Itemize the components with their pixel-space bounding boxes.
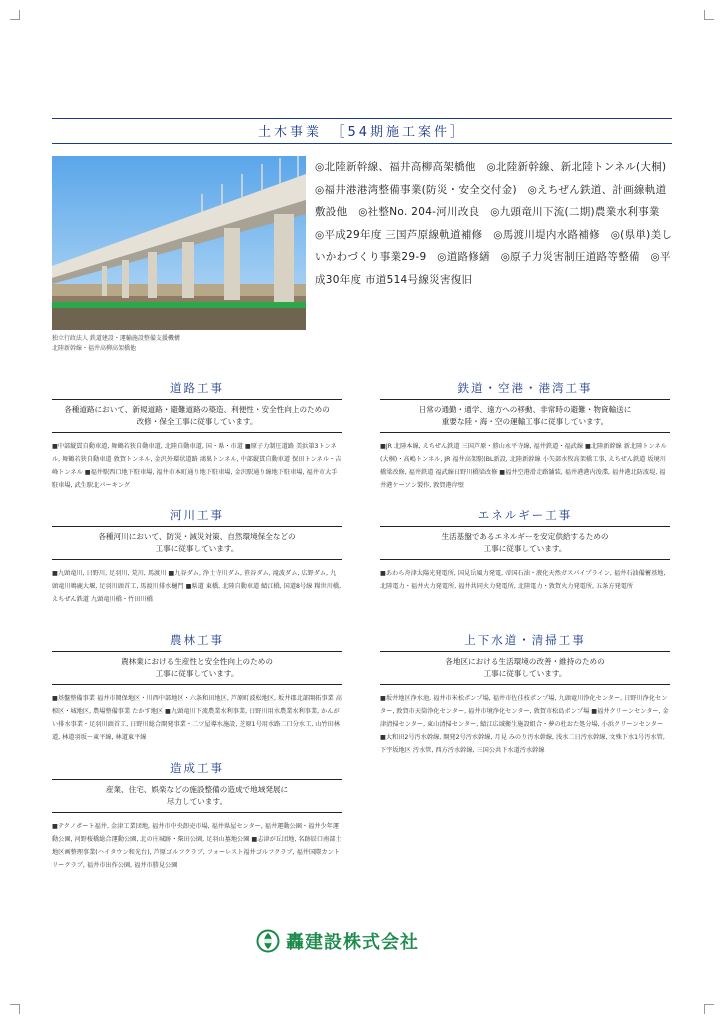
section-description (380, 404, 670, 433)
section-title: 道路工事 (170, 381, 224, 395)
company-logo (256, 928, 419, 954)
section-body: ■坂井地区浄水池, 福井市米松ポンプ場, 福井市佐佳枝ポンプ場, 九頭竜川浄化センター, 日野川浄化センター, 敦賀市天筒浄化センター, 福井市境浄化センター, 敦賀市松島ポンプ場 ■福井クリーンセンター, 金津清掃センター, 東山清掃センター, 鯖江広域衛生施設組合・夢の杜おた処分場, 小浜クリーンセンター ■大和田2号汚水幹線, 開発2号汚水幹線, 月見 みのり汚水幹線, 浅水二日汚水幹線, 文殊下水1号汚水管, 下宇坂地区 汚水管, 西方汚水幹線, 三国公共下水道汚水幹線 (380, 695, 669, 754)
section-body: ■JR 北陸本線, えちぜん鉄道 三国芦原・勝山永平寺線, 福井鉄道・福武線 ■北陸新幹線 新北陸トンネル(大桐)・高嶋トンネル, JR 福井高架駅(BL新設, 北陸新幹線 小矢部水牧高架橋工事, えちぜん鉄道 坂境川橋梁改修, 福井鉄道 福武線日野川橋梁改修 ■福井空港滑走路舗装, 福井港港内浚渫, 福井港北防波堤, 福井港ケーソン製作, 敦賀港岸壁 (380, 443, 667, 489)
photo-caption-line2: 北陸新幹線・福井高柳高架橋他 (52, 345, 137, 352)
company-mark-icon (256, 929, 280, 953)
section-desc-line1: 日常の通勤・通学、遠方への移動、非常時の避難・物資輸送に (418, 405, 632, 414)
section-body: ■あわら舟津太陽光発電所, 国見岳風力発電, 帝国石油・液化天然ガスパイプライン, 福井石油備蓄基地, 北陸電力・福井火力発電所, 福井共同火力発電所, 北陸電力・敦賀火力発電所, 五条方発電所 (380, 570, 666, 590)
section-body: ■九頭竜川, 日野川, 足羽川, 荒川, 馬渡川 ■九谷ダム, 浄土寺川ダム, 笹谷ダム, 滝波ダム, 広野ダム, 九頭竜川鳴鹿大堰, 足羽川頭首工, 馬渡川排水樋門 ■県道 東橋, 北陸自動車道 鯖江橋, 国道8号線 糧世川橋, えちぜん鉄道 九頭竜川橋・竹田川橋 (52, 570, 342, 603)
section-description (52, 404, 342, 433)
viaduct-photo (52, 156, 306, 330)
section-desc-line2: 尽力しています。 (166, 797, 228, 806)
section-rule (52, 526, 342, 527)
section-energy (380, 507, 670, 593)
section-description (380, 656, 670, 685)
section-desc-line2: 工事に従事しています。 (483, 669, 567, 678)
section-rule (52, 779, 342, 780)
section-water-sewerage-cleaning (380, 632, 670, 757)
photo-caption-line1: 独立行政法人 鉄道建設・運輸施設整備支援機構 (52, 335, 180, 342)
section-title: 造成工事 (170, 761, 224, 775)
header-top-rule (52, 118, 672, 119)
section-body: ■基盤整備事業 福井市岡保地区・川西中部地区・六条和田地区, 芦原町波松地区, 坂井郡北部開拓事業 高椋区・城地区, 農場整備事業 たかす地区 ■九頭竜川下流農業水利事業, 日野川用水農業水利事業, かんがい排水事業・足羽川頭首工, 日野川総合開発事業・二ツ屋導水施設, 芝原1号用水路二口分水工, 山竹田林道, 林道羽坂〜東平線, 林道東平線 (52, 695, 342, 741)
section-body: ■中部縦貫自動車道, 舞鶴若狭自動車道, 北陸自動車道, 国・県・市道 ■原子力制圧道路 美浜第3トンネル, 舞鶴若狭自動車道 敦賀トンネル, 金沢外環状道路 鴻巣トンネル, 中部縦貫自動車道 保田トンネル・吉峰トンネル ■福井駅西口地下駐車場, 福井市本町通り地下駐車場, 金沢駅通り線地下駐車場, 福井市大手駐車場, 武生駅北パーキング (52, 443, 342, 489)
section-rule (52, 651, 342, 652)
section-desc-line2: 重要な陸・海・空の運輸工事に従事しています。 (441, 417, 609, 426)
section-desc-line2: 改修・保全工事に従事しています。 (136, 417, 258, 426)
photo-caption (52, 334, 312, 354)
company-name: 轟建設株式会社 (286, 932, 419, 953)
section-land-development (52, 760, 342, 872)
section-desc-line1: 農林業における生産性と安全性向上のための (121, 657, 273, 666)
section-title: 農林工事 (170, 633, 224, 647)
section-rule (380, 399, 670, 400)
page-title: 土木事業 ［54期施工案件］ (257, 125, 467, 140)
section-desc-line1: 各種河川において、防災・減災対策、自然環境保全などの (98, 532, 296, 541)
section-description (52, 656, 342, 685)
section-river (52, 507, 342, 606)
section-body: ■テクノポート福井, 金津工業団地, 福井市中央卸売市場, 福井県屋センター, 福井運動公園・福井少年運動公園, 河野桜橋総合運動公園, 北の庄城跡・柴田公園, 足羽山墓地公園 ■志津が丘団地, 名跡辰口南部土地区画整理事業(ハイタウン和光台), 芦原ゴルフクラブ, フォーレスト福井ゴルフクラブ, 福井国際カントリークラブ, 福井市出作公園, 福井市勝見公園 (52, 823, 342, 869)
section-title: 河川工事 (170, 508, 224, 522)
section-title: 鉄道・空港・港湾工事 (457, 381, 593, 395)
section-title: エネルギー工事 (477, 508, 573, 522)
section-desc-line2: 工事に従事しています。 (155, 544, 239, 553)
project-list: ◎北陸新幹線、福井高柳高架橋他 ◎北陸新幹線、新北陸トンネル(大桐) ◎福井港港湾整備事業(防災・安全交付金) ◎えちぜん鉄道、計画線軌道敷設他 ◎社整No. 204-河川改良 ◎九頭竜川下流(二期)農業水利事業 ◎平成29年度 三国芦原線軌道補修 ◎馬渡川堤内水路補修 ◎(県単)美しいかわづくり事業29-9 ◎道路修繕 ◎原子力災害制圧道路等整備 ◎平成30年度 市道514号線災害復旧 (315, 161, 678, 286)
section-description (52, 784, 342, 813)
section-desc-line1: 各地区における生活環境の改善・維持のための (445, 657, 605, 666)
section-agriculture-forestry (52, 632, 342, 744)
header-bottom-rule (52, 143, 672, 144)
section-desc-line1: 生活基盤であるエネルギーを安定供給するための (441, 532, 609, 541)
section-rule (380, 651, 670, 652)
section-road (52, 380, 342, 492)
section-title: 上下水道・清掃工事 (464, 633, 586, 647)
section-description (380, 531, 670, 560)
crop-mark-top-left (10, 10, 20, 20)
crop-mark-bottom-left (10, 1004, 20, 1014)
section-description (52, 531, 342, 560)
crop-mark-top-right (704, 10, 714, 20)
section-desc-line2: 工事に従事しています。 (155, 669, 239, 678)
section-rule (380, 526, 670, 527)
section-desc-line2: 工事に従事しています。 (483, 544, 567, 553)
section-desc-line1: 産業、住宅、娯楽などの施設整備の造成で地域発展に (105, 785, 289, 794)
section-desc-line1: 各種道路において、新規道路・避難道路の築造、利便性・安全性向上のための (64, 405, 330, 414)
section-railway-airport-port (380, 380, 670, 492)
crop-mark-bottom-right (704, 1004, 714, 1014)
section-rule (52, 399, 342, 400)
